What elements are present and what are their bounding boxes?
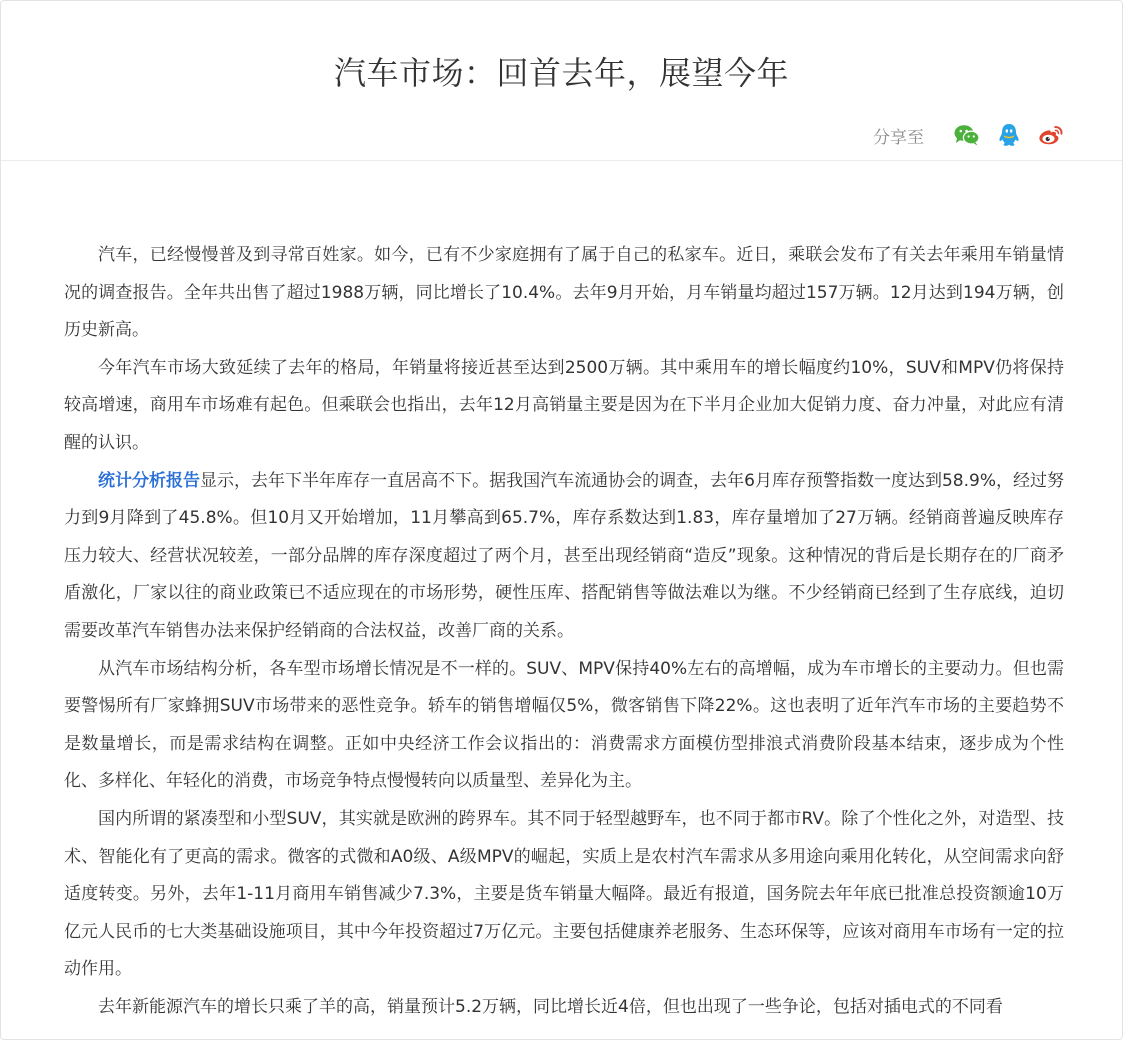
stats-report-link[interactable]: 统计分析报告 [98, 470, 201, 491]
paragraph-6: 去年新能源汽车的增长只乘了羊的高，销量预计5.2万辆，同比增长近4倍，但也出现了一些争论，包括对插电式的不同看 [98, 996, 1003, 1017]
article-body [64, 237, 1064, 1026]
paragraph-3 [64, 463, 1064, 651]
paragraph-2: 今年汽车市场大致延续了去年的格局，年销量将接近甚至达到2500万辆。其中乘用车的增长幅度约10%，SUV和MPV仍将保持较高增速，商用车市场难有起色。但乘联会也指出，去年12月高销量主要是因为在下半月企业加大促销力度、奋力冲量，对此应有清醒的认识。 [64, 357, 1064, 453]
article-header [1, 1, 1122, 161]
wechat-icon[interactable] [954, 122, 980, 148]
paragraph-4: 从汽车市场结构分析，各车型市场增长情况是不一样的。SUV、MPV保持40%左右的高增幅，成为车市增长的主要动力。但也需要警惕所有厂家蜂拥SUV市场带来的恶性竞争。轿车的销售增幅仅5%，微客销售下降22%。这也表明了近年汽车市场的主要趋势不是数量增长，而是需求结构在调整。正如中央经济工作会议指出的：消费需求方面模仿型排浪式消费阶段基本结束，逐步成为个性化、多样化、年轻化的消费，市场竞争特点慢慢转向以质量型、差异化为主。 [64, 658, 1064, 792]
share-label: 分享至 [873, 127, 924, 148]
paragraph-5: 国内所谓的紧凑型和小型SUV，其实就是欧洲的跨界车。其不同于轻型越野车，也不同于都市RV。除了个性化之外，对造型、技术、智能化有了更高的需求。微客的式微和A0级、A级MPV的崛起，实质上是农村汽车需求从多用途向乘用化转化，从空间需求向舒适度转变。另外，去年1-11月商用车销售减少7.3%，主要是货车销量大幅降。最近有报道，国务院去年年底已批准总投资额逾10万亿元人民币的七大类基础设施项目，其中今年投资超过7万亿元。主要包括健康养老服务、生态环保等，应该对商用车市场有一定的拉动作用。 [64, 808, 1064, 980]
article-title: 汽车市场：回首去年，展望今年 [333, 54, 789, 92]
paragraph-1: 汽车，已经慢慢普及到寻常百姓家。如今，已有不少家庭拥有了属于自己的私家车。近日，乘联会发布了有关去年乘用车销量情况的调查报告。全年共出售了超过1988万辆，同比增长了10.4%。去年9月开始，月车销量均超过157万辆。12月达到194万辆，创历史新高。 [64, 245, 1064, 341]
weibo-icon[interactable] [1038, 122, 1064, 148]
share-bar [873, 121, 1064, 149]
qq-icon[interactable] [996, 122, 1022, 148]
paragraph-3-text: 显示，去年下半年库存一直居高不下。据我国汽车流通协会的调查，去年6月库存预警指数一度达到58.9%，经过努力到9月降到了45.8%。但10月又开始增加，11月攀高到65.7%，库存系数达到1.83，库存量增加了27万辆。经销商普遍反映库存压力较大、经营状况较差，一部分品牌的库存深度超过了两个月，甚至出现经销商“造反”现象。这种情况的背后是长期存在的厂商矛盾激化，厂家以往的商业政策已不适应现在的市场形势，硬性压库、搭配销售等做法难以为继。不少经销商已经到了生存底线，迫切需要改革汽车销售办法来保护经销商的合法权益，改善厂商的关系。 [64, 470, 1065, 641]
